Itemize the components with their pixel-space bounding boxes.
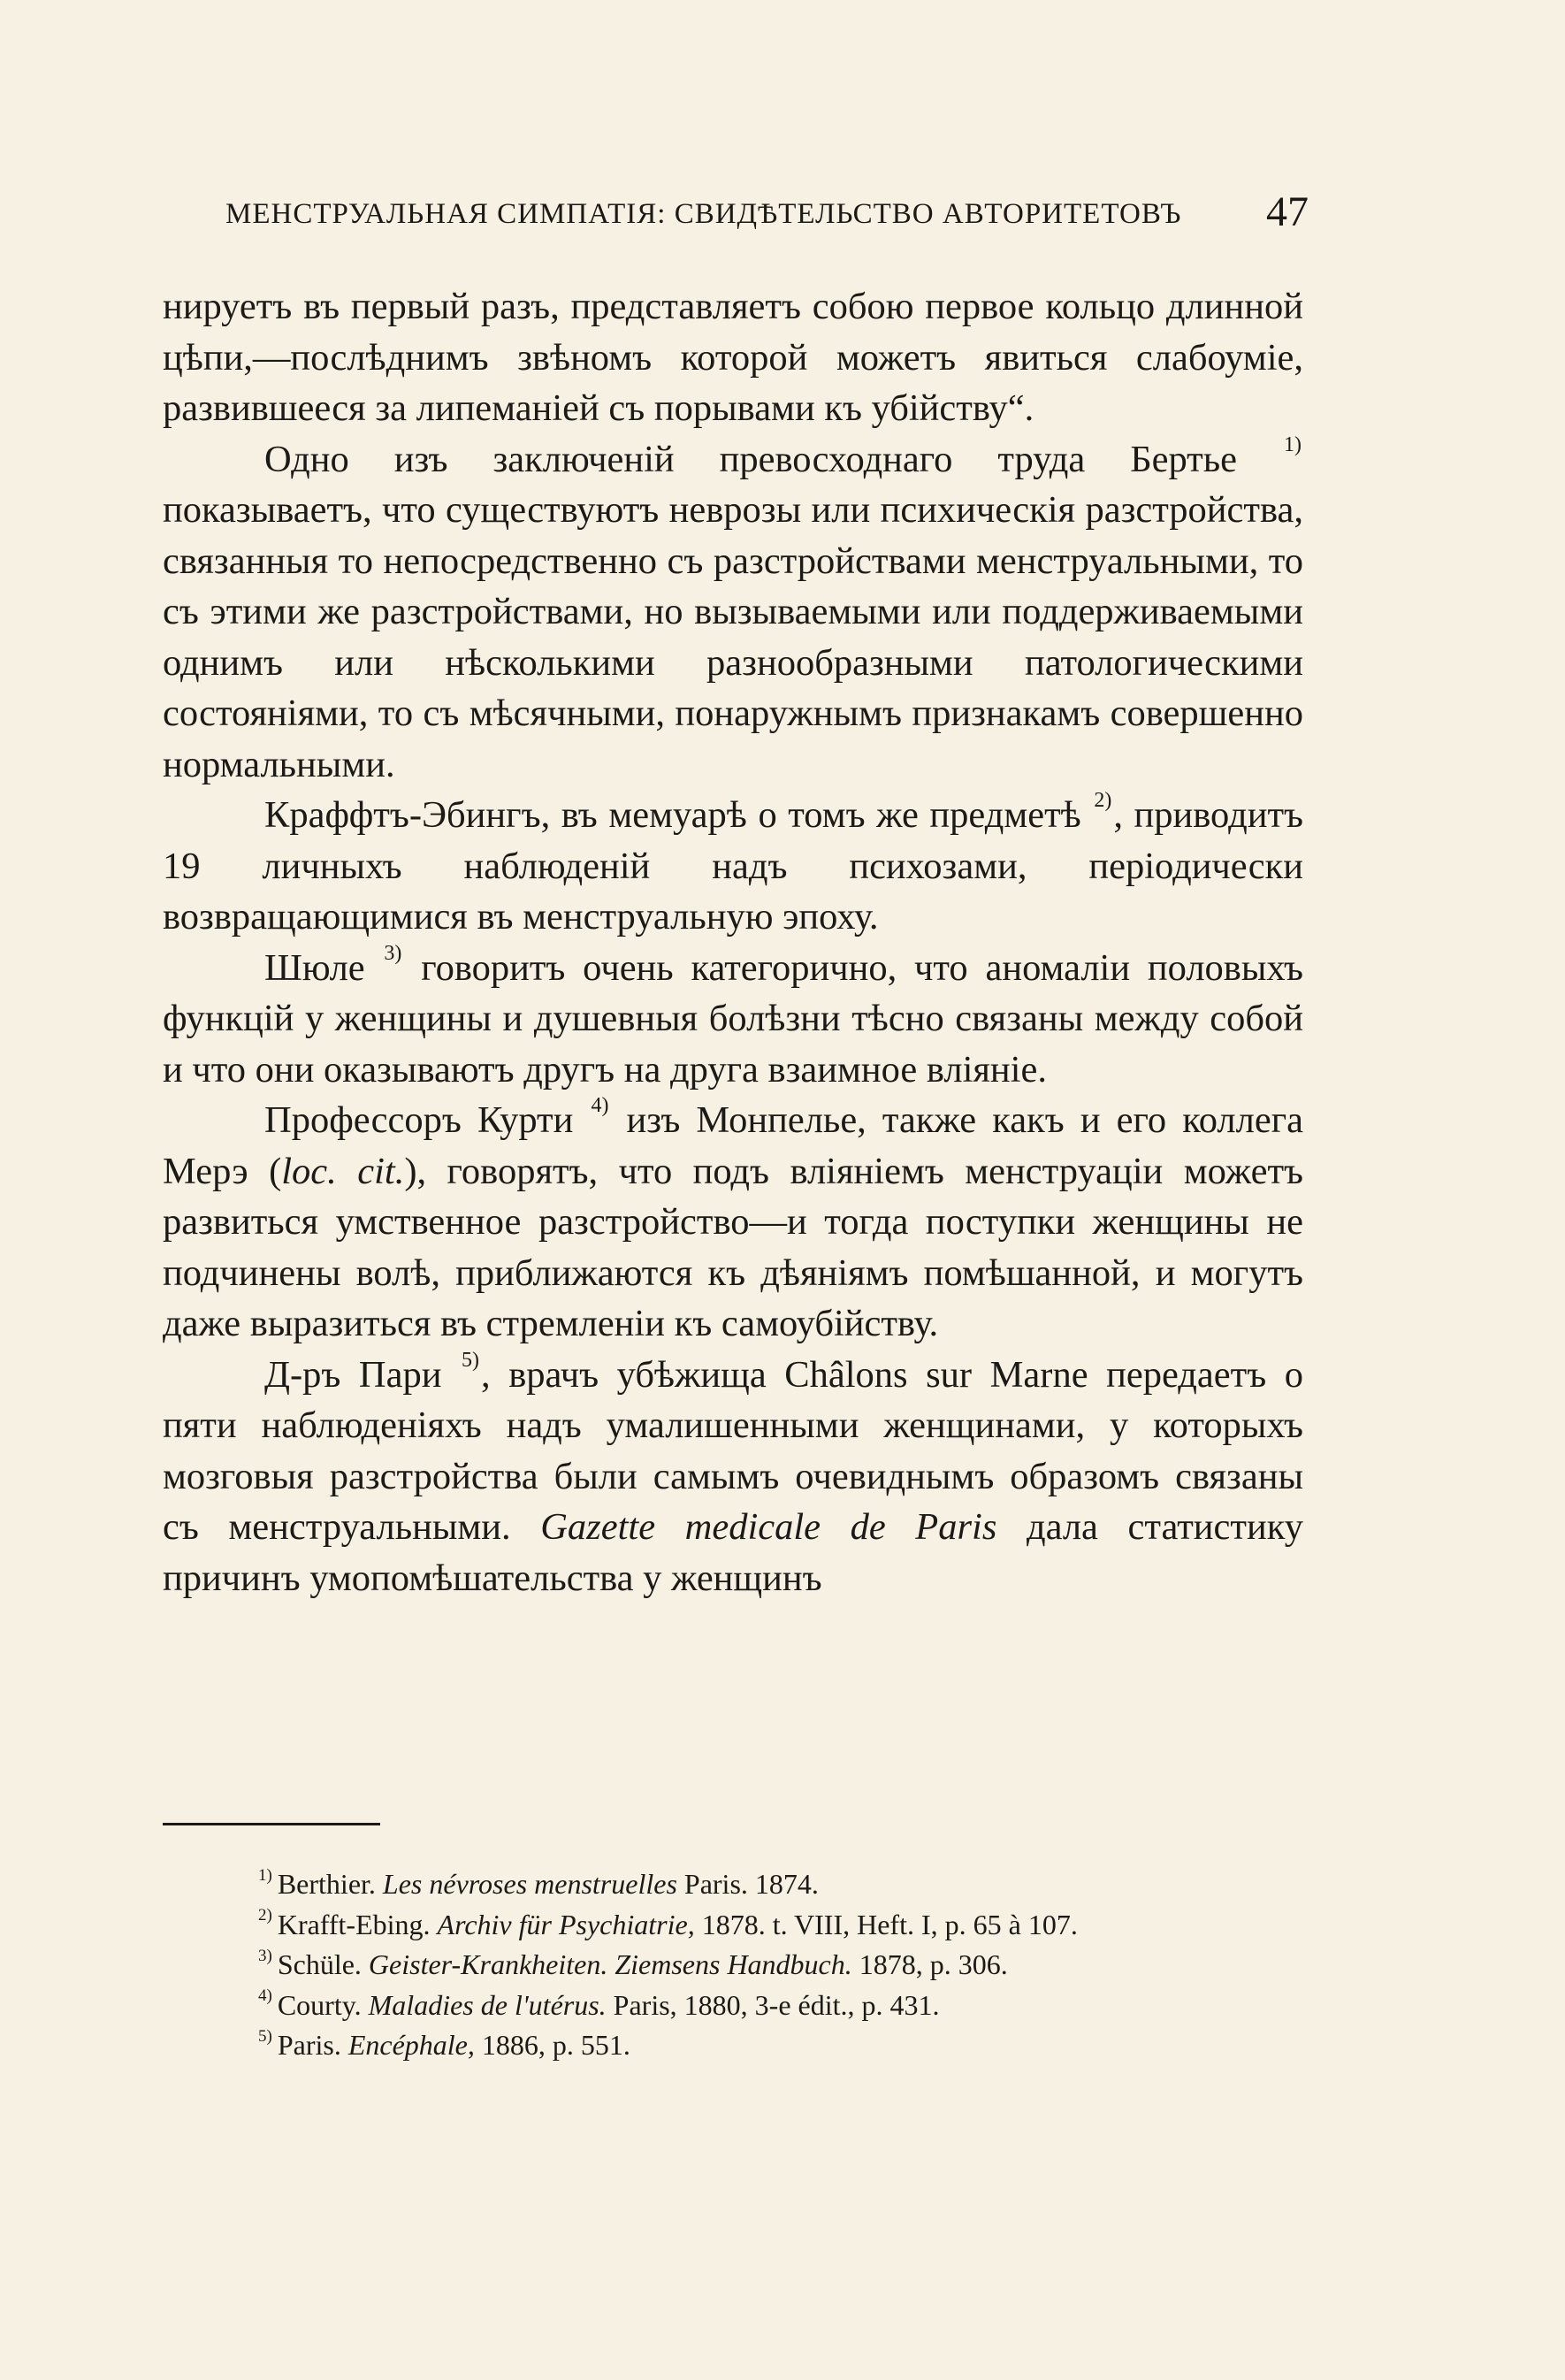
footnote-title: Maladies de l'utérus. (368, 1988, 607, 2021)
footnote-title: Les névroses menstruelles (382, 1868, 677, 1900)
text-run: показываетъ, что существуютъ неврозы или психическія разстройства, связанныя то непосредственно съ разстройствами менструальными, то съ этими же разстройствами, но вызываемыми или поддерживаемыми однимъ или нѣсколькими разнообразными патологическими состояніями, то съ мѣсячными, понаружнымъ признакамъ совершенно нормальными. (163, 489, 1303, 785)
paragraph-schule (163, 943, 1303, 1096)
text-run: , приводитъ 19 личныхъ наблюденій надъ психозами, періодически возвращающимися въ менструальную эпоху. (163, 794, 1303, 937)
text-run: говоритъ очень категорично, что аномаліи половыхъ функцій у женщины и душевныя болѣзни тѣсно связаны между собой и что они оказываютъ другъ на друга взаимное вліяніе. (163, 946, 1304, 1091)
page-number: 47 (1266, 188, 1309, 235)
footnote-5 (258, 2025, 1302, 2066)
text-run: дала статистику причинъ умопомѣшательства у женщинъ (163, 1506, 1304, 1599)
paragraph-krafft-ebing (163, 790, 1303, 943)
footnote-ref: 3) (384, 941, 402, 965)
text-run: Одно изъ заключеній превосходнаго труда Бертье (264, 438, 1282, 480)
text-run: ), говорятъ, что подъ вліяніемъ менструаціи можетъ развиться умственное разстройство—и тогда поступки женщины не подчинены волѣ, приближаются къ дѣяніямъ помѣшанной, и могутъ даже выразиться въ стремленіи къ самоубійству. (163, 1150, 1303, 1344)
paragraph-berthier (163, 434, 1303, 791)
paragraph-continued (163, 281, 1303, 434)
paragraph-courty (163, 1095, 1303, 1350)
text-run: Профессоръ Курти (264, 1099, 590, 1141)
text-run: изъ Монпелье, также какъ и его коллега Мерэ ( (163, 1099, 1303, 1192)
footnote-author: Paris. (277, 2029, 348, 2061)
footnote-2 (258, 1905, 1302, 1946)
footnote-3 (258, 1945, 1302, 1986)
text-run: Краффтъ-Эбингъ, въ мемуарѣ о томъ же предметѣ (264, 794, 1093, 836)
running-head (225, 187, 1309, 241)
footnote-1 (258, 1864, 1302, 1905)
footnote-imprint: 1886, p. 551. (474, 2029, 630, 2061)
footnote-ref: 1) (1284, 432, 1302, 456)
text-run: нируетъ въ первый разъ, представляетъ собою первое кольцо длинной цѣпи,—послѣднимъ звѣномъ которой можетъ явиться слабоуміе, развившееся за липеманіей съ порывами къ убійству“. (163, 286, 1303, 429)
footnote-ref: 4) (591, 1094, 609, 1118)
footnote-title: Geister-Krankheiten. Ziemsens Handbuch. (368, 1948, 852, 1980)
footnote-mark: 2) (258, 1906, 272, 1925)
footnotes (258, 1864, 1302, 2066)
paragraph-paris (163, 1350, 1303, 1604)
italic-journal-title: Gazette medicale de Paris (540, 1506, 997, 1548)
footnote-author: Courty. (277, 1988, 369, 2021)
footnote-divider (163, 1823, 380, 1825)
body-text (163, 281, 1303, 1603)
footnote-imprint: Paris, 1880, 3-e édit., p. 431. (606, 1988, 940, 2021)
running-title: МЕНСТРУАЛЬНАЯ СИМПАТІЯ: СВИДѢТЕЛЬСТВО АВТОРИТЕТОВЪ (225, 198, 1182, 230)
footnote-ref: 5) (462, 1348, 480, 1372)
footnote-title: Encéphale, (347, 2029, 475, 2061)
footnote-author: Berthier. (277, 1868, 383, 1900)
footnote-mark: 4) (258, 1986, 272, 2006)
footnote-author: Krafft-Ebing. (277, 1908, 438, 1940)
footnote-mark: 5) (258, 2026, 272, 2046)
text-run: , врачъ убѣжища Châlons sur Marne передаетъ о пяти наблюденіяхъ надъ умалишенными женщинами, у которыхъ мозговыя разстройства были самымъ очевиднымъ образомъ связаны съ менструальными. (163, 1353, 1303, 1548)
footnote-title: Archiv für Psychiatrie, (437, 1908, 695, 1940)
footnote-ref: 2) (1094, 789, 1112, 813)
footnote-4 (258, 1986, 1302, 2026)
footnote-author: Schüle. (277, 1948, 369, 1980)
footnote-imprint: Paris. 1874. (676, 1868, 819, 1900)
italic-citation: loc. cit. (281, 1150, 405, 1192)
text-run: Шюле (264, 946, 383, 989)
footnote-mark: 3) (258, 1946, 272, 1965)
text-run: Д-ръ Пари (264, 1353, 461, 1396)
footnote-mark: 1) (258, 1865, 272, 1885)
footnote-imprint: 1878. t. VIII, Heft. I, p. 65 à 107. (694, 1908, 1078, 1940)
footnote-imprint: 1878, p. 306. (851, 1948, 1008, 1980)
